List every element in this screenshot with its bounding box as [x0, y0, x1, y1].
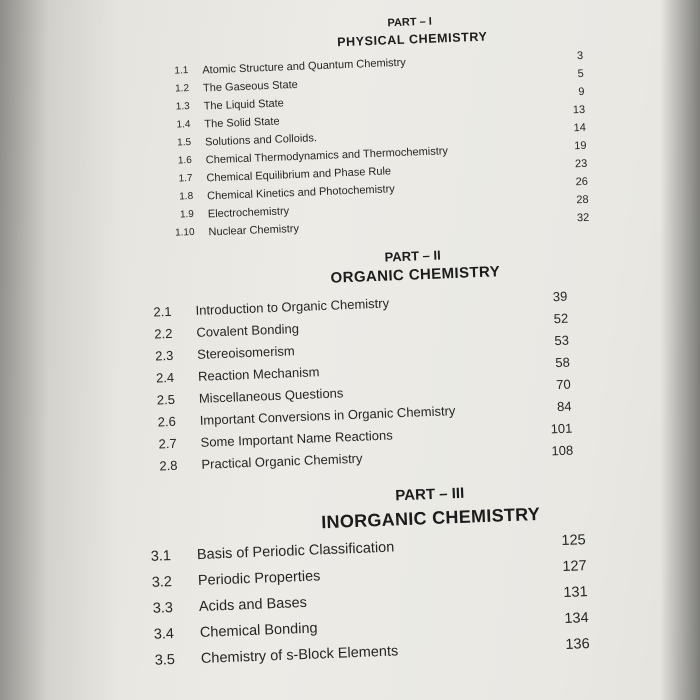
entry-number: 1.9 — [179, 208, 195, 221]
entry-page: 53 — [554, 332, 570, 349]
entry-title: Basis of Periodic Classification — [196, 539, 395, 564]
entry-title: The Liquid State — [203, 97, 285, 113]
part-3-label: PART – III — [395, 484, 465, 505]
part-2-title: ORGANIC CHEMISTRY — [330, 263, 501, 287]
entry-page: 5 — [577, 67, 584, 81]
entry-page: 23 — [574, 157, 588, 171]
entry-title: Nuclear Chemistry — [208, 222, 300, 239]
entry-title: Atomic Structure and Quantum Chemistry — [202, 56, 407, 77]
entry-page: 127 — [562, 558, 587, 576]
entry-number: 2.5 — [156, 391, 176, 408]
entry-number: 2.7 — [158, 435, 177, 452]
entry-page: 3 — [576, 49, 584, 63]
entry-title: Reaction Mechanism — [197, 364, 320, 384]
entry-number: 3.5 — [154, 651, 176, 669]
entry-page: 108 — [551, 442, 574, 459]
entry-number: 3.1 — [150, 548, 172, 565]
entry-page: 19 — [574, 139, 587, 153]
entry-number: 1.7 — [178, 172, 193, 185]
entry-number: 2.2 — [154, 325, 173, 342]
entry-page: 136 — [565, 636, 590, 653]
entry-number: 2.8 — [159, 457, 178, 474]
part-1-label: PART – I — [387, 15, 433, 30]
entry-page: 70 — [555, 376, 571, 393]
entry-page: 52 — [553, 310, 569, 327]
entry-page: 32 — [576, 211, 590, 225]
entry-title: Covalent Bonding — [196, 320, 300, 340]
part-3-title: INORGANIC CHEMISTRY — [320, 503, 541, 533]
entry-title: Periodic Properties — [197, 568, 321, 590]
entry-number: 1.10 — [174, 226, 195, 239]
entry-page: 131 — [563, 584, 588, 602]
entry-number: 3.4 — [153, 626, 175, 643]
entry-title: The Gaseous State — [202, 78, 298, 95]
entry-title: Miscellaneous Questions — [198, 385, 344, 406]
entry-title: Chemical Thermodynamics and Thermochemistry — [205, 145, 449, 167]
entry-page: 14 — [573, 121, 587, 135]
entry-page: 84 — [556, 398, 572, 415]
entry-page: 9 — [578, 85, 585, 99]
entry-page: 26 — [575, 175, 589, 189]
entry-title: Important Conversions in Organic Chemistry — [199, 403, 456, 428]
entry-page: 101 — [550, 420, 573, 437]
entry-number: 1.8 — [179, 190, 194, 203]
entry-number: 1.5 — [176, 136, 192, 149]
entry-page: 13 — [572, 103, 586, 117]
entry-title: Chemistry of s-Block Elements — [200, 643, 399, 667]
part-2-label: PART – II — [384, 247, 441, 265]
entry-number: 2.1 — [153, 303, 172, 320]
entry-number: 1.6 — [177, 154, 193, 167]
entry-title: Electrochemistry — [207, 205, 290, 221]
entry-title: Chemical Equilibrium and Phase Rule — [206, 165, 392, 185]
entry-page: 134 — [564, 610, 589, 627]
entry-number: 1.3 — [175, 101, 190, 113]
entry-number: 1.1 — [174, 65, 189, 77]
entry-title: Introduction to Organic Chemistry — [195, 295, 390, 318]
entry-page: 28 — [576, 193, 589, 207]
entry-title: Chemical Bonding — [199, 620, 318, 642]
entry-title: Chemical Kinetics and Photochemistry — [206, 183, 395, 203]
entry-number: 2.3 — [154, 347, 174, 364]
entry-number: 3.2 — [151, 574, 173, 591]
entry-title: Stereoisomerism — [196, 343, 295, 362]
entry-page: 125 — [561, 532, 586, 550]
entry-title: Solutions and Colloids. — [204, 132, 318, 149]
entry-title: Practical Organic Chemistry — [201, 450, 363, 472]
part-1-title: PHYSICAL CHEMISTRY — [336, 29, 488, 50]
entry-title: The Solid State — [204, 115, 280, 131]
entry-number: 1.4 — [176, 119, 191, 131]
entry-page: 39 — [552, 288, 568, 305]
entry-page: 58 — [555, 354, 571, 371]
entry-number: 2.4 — [155, 369, 175, 386]
entry-title: Acids and Bases — [198, 594, 308, 616]
entry-title: Some Important Name Reactions — [200, 427, 393, 450]
page-title — [0, 0, 700, 7]
entry-number: 1.2 — [174, 83, 190, 95]
entry-number: 3.3 — [152, 600, 174, 617]
entry-number: 2.6 — [157, 413, 177, 430]
